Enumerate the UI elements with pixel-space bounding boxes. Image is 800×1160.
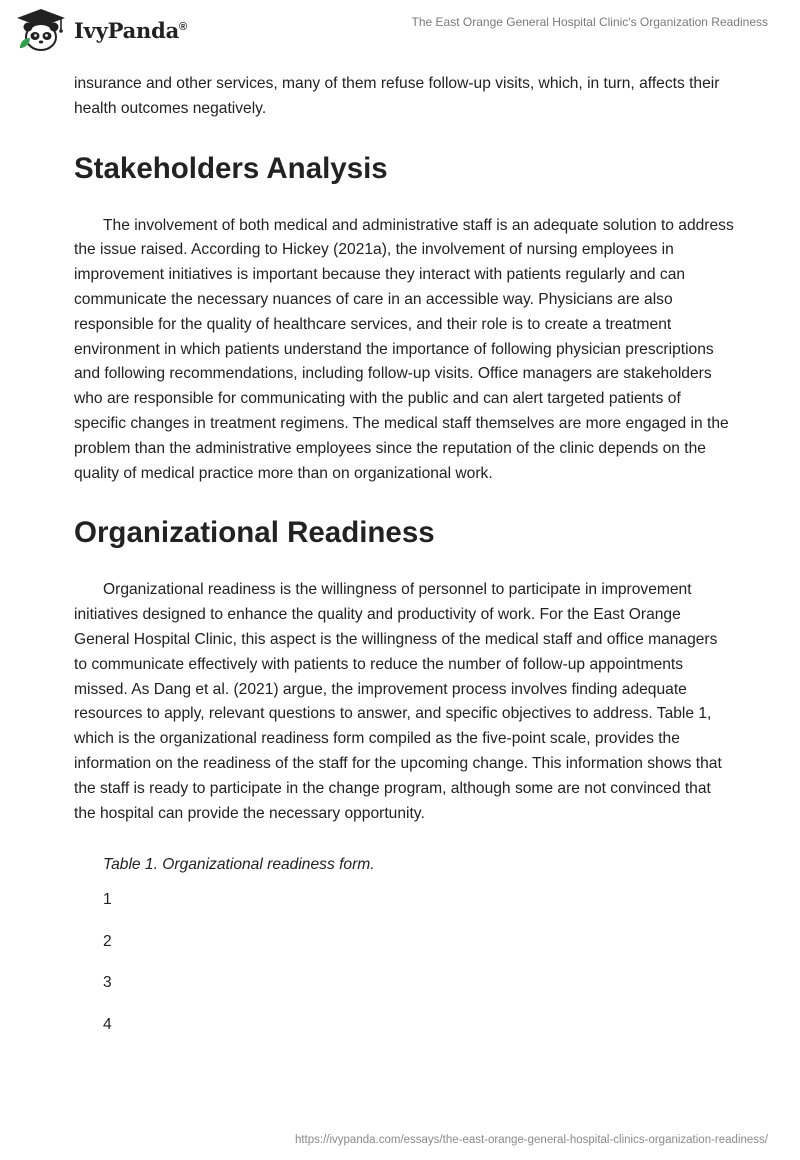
table-row: 2 <box>103 932 112 950</box>
intro-paragraph: insurance and other services, many of them refuse follow-up visits, which, in turn, affects their health outcomes negatively. <box>74 75 720 117</box>
brand-name: IvyPanda® <box>74 17 187 43</box>
registered-mark: ® <box>179 20 187 33</box>
table-caption: Table 1. Organizational readiness form. <box>103 856 375 874</box>
running-title: The East Orange General Hospital Clinic's Organization Readiness <box>411 15 768 29</box>
table-row: 3 <box>103 974 112 992</box>
source-url[interactable]: https://ivypanda.com/essays/the-east-orange-general-hospital-clinics-organization-readiness/ <box>294 1134 768 1146</box>
panda-mascot-icon <box>14 8 68 52</box>
table-row: 4 <box>103 1015 112 1033</box>
heading-stakeholders-analysis: Stakeholders Analysis <box>74 151 388 185</box>
essay-content <box>74 72 734 1054</box>
heading-organizational-readiness: Organizational Readiness <box>74 516 435 550</box>
page-header <box>0 0 800 64</box>
stakeholders-paragraph: The involvement of both medical and administrative staff is an adequate solution to address the issue raised. According to Hickey (2021a), the involvement of nursing employees in improvement initiatives is important because they interact with patients regularly and can communicate the necessary nuances of care in an accessible way. Physicians are also responsible for the quality of healthcare services, and their role is to create a treatment environment in which patients understand the importance of following physician prescriptions and following recommendations, including follow-up visits. Office managers are stakeholders who are responsible for communicating with the public and can alert targeted patients of specific changes in treatment regimens. The medical staff themselves are more engaged in the problem than the administrative employees since the reputation of the clinic depends on the quality of medical practice more than on organizational work. <box>74 216 734 482</box>
readiness-paragraph: Organizational readiness is the willingness of personnel to participate in improvement initiatives designed to enhance the quality and productivity of work. For the East Orange General Hospital Clinic, this aspect is the willingness of the medical staff and office managers to communicate effectively with patients to reduce the number of follow-up appointments missed. As Dang et al. (2021) argue, the improvement process involves finding adequate resources to apply, relevant questions to answer, and specific objectives to address. Table 1, which is the organizational readiness form compiled as the five-point scale, provides the information on the readiness of the staff for the upcoming change. This information shows that the staff is ready to participate in the change program, although some are not convinced that the hospital can provide the necessary opportunity. <box>74 581 722 822</box>
table-row: 1 <box>103 891 112 909</box>
readiness-table <box>103 888 734 1054</box>
ivypanda-logo[interactable] <box>14 8 187 52</box>
